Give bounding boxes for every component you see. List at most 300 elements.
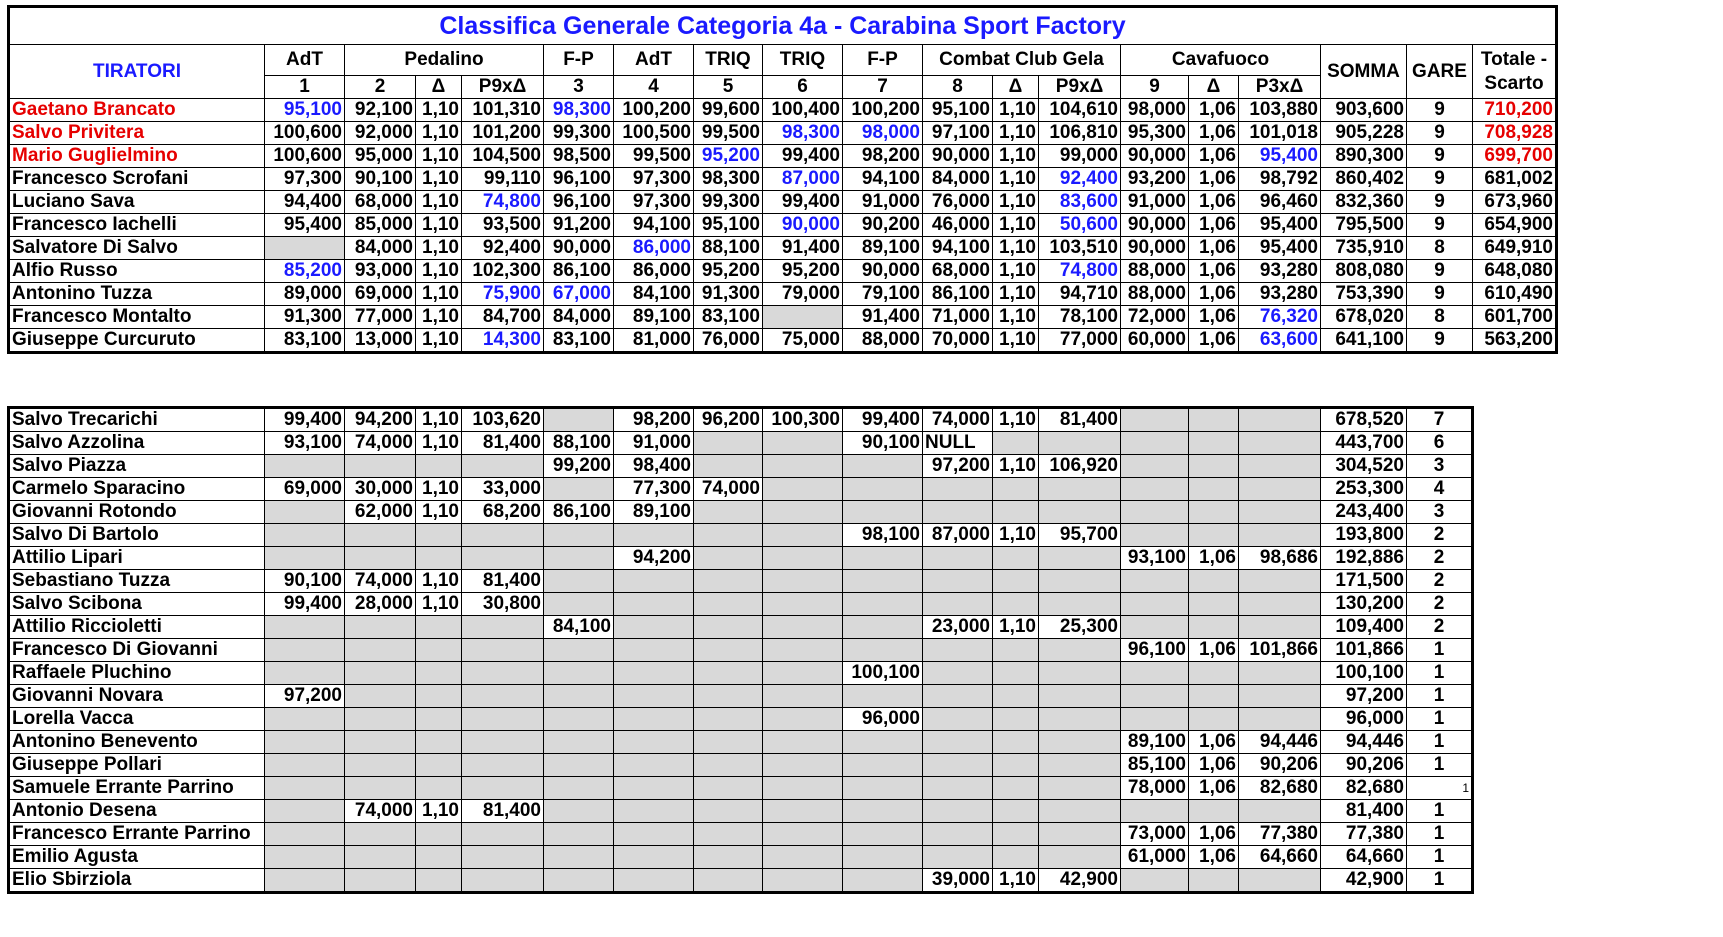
subheader-cell: 2	[345, 76, 416, 99]
score-cell: 100,300	[763, 408, 843, 432]
score-cell	[1189, 593, 1239, 616]
score-cell	[544, 478, 614, 501]
score-cell	[843, 846, 923, 869]
score-cell	[763, 524, 843, 547]
score-cell: 1,10	[416, 145, 462, 168]
score-cell: 1,06	[1189, 823, 1239, 846]
shooter-name: Antonino Tuzza	[9, 283, 265, 306]
score-cell: 95,400	[1239, 145, 1321, 168]
score-cell	[694, 869, 763, 893]
score-cell	[694, 616, 763, 639]
shooter-name: Salvo Trecarichi	[9, 408, 265, 432]
score-cell: 93,280	[1239, 283, 1321, 306]
table-row	[9, 524, 1473, 547]
score-cell: 98,200	[843, 145, 923, 168]
table-row	[9, 639, 1473, 662]
score-cell: 1,10	[416, 570, 462, 593]
group-header: F-P	[843, 45, 923, 76]
gare-cell: 1	[1407, 869, 1473, 893]
gare-cell: 4	[1407, 478, 1473, 501]
score-cell: 95,100	[923, 99, 993, 122]
score-cell	[265, 616, 345, 639]
score-cell: 30,000	[345, 478, 416, 501]
score-cell: 1,10	[993, 408, 1039, 432]
score-cell	[923, 570, 993, 593]
score-cell: 95,100	[694, 214, 763, 237]
gare-cell: 2	[1407, 593, 1473, 616]
score-cell: 81,400	[462, 432, 544, 455]
score-cell	[345, 731, 416, 754]
somma-cell: 243,400	[1321, 501, 1407, 524]
gare-cell: 1	[1407, 685, 1473, 708]
score-cell	[345, 846, 416, 869]
score-cell	[345, 777, 416, 800]
table-row	[9, 478, 1473, 501]
score-cell	[1239, 708, 1321, 731]
score-cell	[265, 823, 345, 846]
score-cell: 92,400	[1039, 168, 1121, 191]
score-cell: 98,300	[544, 99, 614, 122]
score-cell	[763, 685, 843, 708]
score-cell	[694, 777, 763, 800]
score-cell: 93,500	[462, 214, 544, 237]
score-cell	[462, 823, 544, 846]
score-cell	[993, 432, 1039, 455]
table-row	[9, 593, 1473, 616]
score-cell: 81,400	[462, 570, 544, 593]
score-cell: 74,000	[345, 800, 416, 823]
score-cell: 99,110	[462, 168, 544, 191]
subheader-cell: 4	[614, 76, 694, 99]
score-cell: 81,000	[614, 329, 694, 353]
table-row	[9, 616, 1473, 639]
score-cell: 101,018	[1239, 122, 1321, 145]
score-cell: 93,200	[1121, 168, 1189, 191]
score-cell	[843, 777, 923, 800]
score-cell	[763, 731, 843, 754]
score-cell: 91,200	[544, 214, 614, 237]
table-row	[9, 191, 1557, 214]
score-cell: 1,06	[1189, 191, 1239, 214]
shooter-name: Salvo Piazza	[9, 455, 265, 478]
totale-cell: 681,002	[1473, 168, 1557, 191]
score-cell: 103,880	[1239, 99, 1321, 122]
score-cell: 1,06	[1189, 547, 1239, 570]
score-cell	[1121, 478, 1189, 501]
score-cell	[993, 846, 1039, 869]
score-cell: 1,06	[1189, 846, 1239, 869]
score-cell	[1189, 616, 1239, 639]
score-cell	[1039, 685, 1121, 708]
somma-cell: 795,500	[1321, 214, 1407, 237]
score-cell	[544, 731, 614, 754]
score-cell: 1,10	[993, 122, 1039, 145]
score-cell: 95,400	[265, 214, 345, 237]
score-cell	[1189, 685, 1239, 708]
score-cell	[462, 662, 544, 685]
score-cell	[843, 754, 923, 777]
score-cell: 97,100	[923, 122, 993, 145]
score-cell: 1,10	[993, 455, 1039, 478]
score-cell: 84,000	[923, 168, 993, 191]
table-row	[9, 570, 1473, 593]
score-cell	[993, 570, 1039, 593]
table-row	[9, 99, 1557, 122]
score-cell: 92,400	[462, 237, 544, 260]
score-cell	[1121, 616, 1189, 639]
table-row	[9, 122, 1557, 145]
somma-cell: 90,206	[1321, 754, 1407, 777]
score-cell	[462, 455, 544, 478]
score-cell: 1,10	[993, 283, 1039, 306]
score-cell: 100,200	[614, 99, 694, 122]
somma-cell: 96,000	[1321, 708, 1407, 731]
score-cell: 99,400	[843, 408, 923, 432]
somma-cell: 193,800	[1321, 524, 1407, 547]
score-cell	[694, 846, 763, 869]
shooter-name: Francesco Errante Parrino	[9, 823, 265, 846]
score-cell: 1,10	[993, 616, 1039, 639]
score-cell: 79,100	[843, 283, 923, 306]
subheader-cell: 7	[843, 76, 923, 99]
somma-cell: 808,080	[1321, 260, 1407, 283]
score-cell	[694, 570, 763, 593]
score-cell: 93,000	[345, 260, 416, 283]
totale-cell: 601,700	[1473, 306, 1557, 329]
score-cell	[1239, 408, 1321, 432]
score-cell: 1,10	[993, 524, 1039, 547]
score-cell: 99,200	[544, 455, 614, 478]
score-cell	[416, 823, 462, 846]
score-cell	[1239, 570, 1321, 593]
group-header: TRIQ	[694, 45, 763, 76]
score-cell	[265, 708, 345, 731]
score-cell	[462, 524, 544, 547]
shooter-name: Sebastiano Tuzza	[9, 570, 265, 593]
score-cell: 102,300	[462, 260, 544, 283]
score-cell	[416, 685, 462, 708]
score-cell	[843, 800, 923, 823]
table-row	[9, 145, 1557, 168]
score-cell	[614, 846, 694, 869]
gare-cell: 9	[1407, 122, 1473, 145]
score-cell: 95,000	[345, 145, 416, 168]
score-cell	[416, 731, 462, 754]
score-cell	[993, 685, 1039, 708]
shooter-name: Attilio Riccioletti	[9, 616, 265, 639]
somma-cell: 641,100	[1321, 329, 1407, 353]
somma-cell: 81,400	[1321, 800, 1407, 823]
score-cell: 90,100	[265, 570, 345, 593]
totale-cell: 654,900	[1473, 214, 1557, 237]
score-cell: 99,300	[544, 122, 614, 145]
score-cell	[923, 800, 993, 823]
score-cell	[1121, 570, 1189, 593]
score-cell: 1,10	[416, 168, 462, 191]
gare-cell: 2	[1407, 570, 1473, 593]
score-cell: 13,000	[345, 329, 416, 353]
score-cell	[416, 777, 462, 800]
score-cell: 87,000	[763, 168, 843, 191]
score-cell	[1039, 639, 1121, 662]
gare-cell: 1	[1407, 777, 1473, 800]
score-cell: 1,06	[1189, 777, 1239, 800]
score-cell	[1039, 570, 1121, 593]
shooter-name: Giuseppe Pollari	[9, 754, 265, 777]
gare-cell: 2	[1407, 547, 1473, 570]
group-header: Pedalino	[345, 45, 544, 76]
somma-cell: 678,020	[1321, 306, 1407, 329]
score-cell: 98,300	[694, 168, 763, 191]
score-cell: 98,000	[1121, 99, 1189, 122]
score-cell	[843, 823, 923, 846]
score-cell	[993, 777, 1039, 800]
shooter-name: Giuseppe Curcuruto	[9, 329, 265, 353]
score-cell: 94,710	[1039, 283, 1121, 306]
score-cell: 74,800	[1039, 260, 1121, 283]
score-cell: 1,06	[1189, 237, 1239, 260]
score-cell	[265, 846, 345, 869]
score-cell	[544, 408, 614, 432]
score-cell	[694, 639, 763, 662]
score-cell: 98,686	[1239, 547, 1321, 570]
score-cell: 83,600	[1039, 191, 1121, 214]
score-cell	[1121, 662, 1189, 685]
score-cell: 95,400	[1239, 214, 1321, 237]
score-cell	[345, 685, 416, 708]
score-cell: 77,000	[1039, 329, 1121, 353]
score-cell: 83,100	[694, 306, 763, 329]
score-cell	[1189, 501, 1239, 524]
score-cell	[1189, 800, 1239, 823]
score-cell: 100,500	[614, 122, 694, 145]
score-cell	[763, 547, 843, 570]
table-row	[9, 685, 1473, 708]
score-cell	[614, 593, 694, 616]
totale-cell: 563,200	[1473, 329, 1557, 353]
totale-cell: 610,490	[1473, 283, 1557, 306]
shooter-name: Francesco Iachelli	[9, 214, 265, 237]
totale-cell: 673,960	[1473, 191, 1557, 214]
shooter-name: Salvatore Di Salvo	[9, 237, 265, 260]
shooter-name: Samuele Errante Parrino	[9, 777, 265, 800]
score-cell	[265, 524, 345, 547]
score-cell: 1,06	[1189, 283, 1239, 306]
subheader-cell: 1	[265, 76, 345, 99]
score-cell	[993, 754, 1039, 777]
score-cell	[544, 570, 614, 593]
score-cell: 1,06	[1189, 122, 1239, 145]
score-cell: 101,866	[1239, 639, 1321, 662]
score-cell: 99,400	[763, 145, 843, 168]
gare-cell: 1	[1407, 731, 1473, 754]
score-cell: 1,10	[416, 214, 462, 237]
score-cell: 94,100	[614, 214, 694, 237]
score-cell: 23,000	[923, 616, 993, 639]
score-cell	[544, 593, 614, 616]
score-cell	[1239, 869, 1321, 893]
score-cell: 95,100	[265, 99, 345, 122]
score-cell: 97,200	[923, 455, 993, 478]
score-cell: 99,400	[265, 593, 345, 616]
score-cell: 96,460	[1239, 191, 1321, 214]
score-cell	[462, 616, 544, 639]
table-row	[9, 283, 1557, 306]
score-cell: 90,100	[843, 432, 923, 455]
score-cell: 100,600	[265, 122, 345, 145]
score-cell	[993, 478, 1039, 501]
score-cell: 90,206	[1239, 754, 1321, 777]
score-cell: 97,200	[265, 685, 345, 708]
score-cell: 74,000	[345, 432, 416, 455]
somma-cell: 678,520	[1321, 408, 1407, 432]
score-cell	[345, 616, 416, 639]
score-cell	[544, 846, 614, 869]
score-cell	[923, 823, 993, 846]
score-cell: 90,000	[544, 237, 614, 260]
score-cell: 98,400	[614, 455, 694, 478]
score-cell: 91,000	[843, 191, 923, 214]
score-cell: 77,300	[614, 478, 694, 501]
shooter-name: Emilio Agusta	[9, 846, 265, 869]
score-cell	[763, 616, 843, 639]
score-cell	[923, 501, 993, 524]
table-row	[9, 731, 1473, 754]
score-cell	[416, 846, 462, 869]
score-cell	[462, 547, 544, 570]
score-cell	[1121, 501, 1189, 524]
subheader-cell: 9	[1121, 76, 1189, 99]
score-cell: 91,000	[1121, 191, 1189, 214]
score-cell: 76,000	[694, 329, 763, 353]
score-cell	[265, 639, 345, 662]
score-cell: 1,10	[416, 122, 462, 145]
table-row	[9, 214, 1557, 237]
shooter-name: Attilio Lipari	[9, 547, 265, 570]
score-cell	[763, 800, 843, 823]
score-cell: 1,10	[993, 329, 1039, 353]
score-cell	[1039, 800, 1121, 823]
score-cell: 67,000	[544, 283, 614, 306]
shooter-name: Francesco Montalto	[9, 306, 265, 329]
score-cell	[763, 570, 843, 593]
shooter-name: Luciano Sava	[9, 191, 265, 214]
score-cell: 106,920	[1039, 455, 1121, 478]
score-cell	[1189, 455, 1239, 478]
score-cell	[1189, 869, 1239, 893]
score-cell: 86,100	[544, 260, 614, 283]
score-cell	[416, 662, 462, 685]
gare-cell: 1	[1407, 823, 1473, 846]
score-cell	[1189, 524, 1239, 547]
score-cell	[462, 731, 544, 754]
ranking-table	[7, 5, 1558, 354]
score-cell: 1,06	[1189, 168, 1239, 191]
score-cell: 98,100	[843, 524, 923, 547]
score-cell: 99,000	[1039, 145, 1121, 168]
shooter-name: Gaetano Brancato	[9, 99, 265, 122]
score-cell: 89,100	[1121, 731, 1189, 754]
score-cell: 1,10	[416, 593, 462, 616]
score-cell	[1039, 478, 1121, 501]
score-cell: 91,400	[843, 306, 923, 329]
score-cell: 25,300	[1039, 616, 1121, 639]
gare-cell: 1	[1407, 754, 1473, 777]
somma-cell: 253,300	[1321, 478, 1407, 501]
score-cell	[923, 754, 993, 777]
score-cell: 1,10	[993, 191, 1039, 214]
score-cell: 88,100	[694, 237, 763, 260]
score-cell: 1,10	[993, 869, 1039, 893]
somma-cell: 109,400	[1321, 616, 1407, 639]
subheader-cell: P9xΔ	[1039, 76, 1121, 99]
score-cell: 1,10	[416, 99, 462, 122]
somma-cell: 64,660	[1321, 846, 1407, 869]
shooter-name: Francesco Scrofani	[9, 168, 265, 191]
score-cell: 95,300	[1121, 122, 1189, 145]
score-cell: 91,400	[763, 237, 843, 260]
score-cell	[923, 777, 993, 800]
score-cell: 99,400	[265, 408, 345, 432]
score-cell: 1,06	[1189, 145, 1239, 168]
score-cell	[265, 501, 345, 524]
score-cell: 84,100	[614, 283, 694, 306]
score-cell	[1039, 777, 1121, 800]
score-cell	[694, 501, 763, 524]
score-cell	[843, 593, 923, 616]
table-row	[9, 800, 1473, 823]
score-cell	[265, 547, 345, 570]
scarto-label: Scarto	[1484, 72, 1544, 94]
table-row	[9, 846, 1473, 869]
score-cell	[1239, 662, 1321, 685]
table-row	[9, 408, 1473, 432]
score-cell: 1,10	[416, 237, 462, 260]
totale-cell: 699,700	[1473, 145, 1557, 168]
score-cell	[614, 731, 694, 754]
score-cell: 95,700	[1039, 524, 1121, 547]
score-cell: 94,200	[614, 547, 694, 570]
gare-cell: 3	[1407, 501, 1473, 524]
score-cell	[923, 846, 993, 869]
somma-cell: 94,446	[1321, 731, 1407, 754]
score-cell: 64,660	[1239, 846, 1321, 869]
subheader-cell: Δ	[1189, 76, 1239, 99]
score-cell	[614, 823, 694, 846]
score-cell: 1,10	[416, 800, 462, 823]
gare-cell: 8	[1407, 237, 1473, 260]
score-cell: 60,000	[1121, 329, 1189, 353]
score-cell	[1239, 685, 1321, 708]
score-cell: 100,100	[843, 662, 923, 685]
score-cell	[1039, 501, 1121, 524]
score-cell: 86,000	[614, 237, 694, 260]
score-cell	[265, 237, 345, 260]
score-cell: 1,06	[1189, 639, 1239, 662]
score-cell: 79,000	[763, 283, 843, 306]
score-cell	[345, 708, 416, 731]
table-row	[9, 823, 1473, 846]
shooter-name: Salvo Azzolina	[9, 432, 265, 455]
score-cell	[763, 455, 843, 478]
score-cell	[544, 662, 614, 685]
score-cell: 97,300	[265, 168, 345, 191]
somma-cell: 101,866	[1321, 639, 1407, 662]
score-cell	[843, 501, 923, 524]
score-cell	[1121, 432, 1189, 455]
score-cell	[1121, 593, 1189, 616]
score-cell: 1,10	[416, 408, 462, 432]
